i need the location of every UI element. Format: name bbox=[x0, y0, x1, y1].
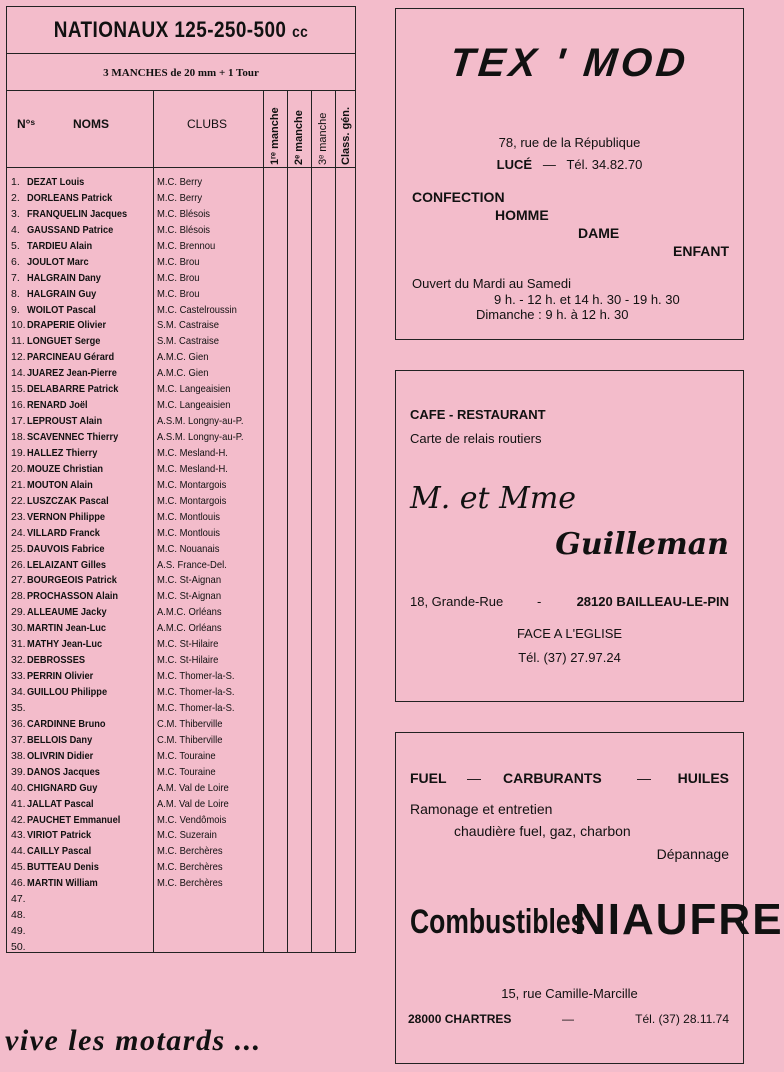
city: 28000 CHARTRES bbox=[408, 1012, 512, 1026]
dash: — bbox=[637, 770, 651, 786]
table-row bbox=[7, 318, 355, 334]
table-title bbox=[31, 17, 330, 43]
brand-logo: TEX ' MOD bbox=[447, 41, 692, 85]
row-name: LEPROUST Alain bbox=[27, 415, 103, 428]
dash: — bbox=[562, 1012, 574, 1026]
header-clubs: CLUBS bbox=[187, 117, 228, 131]
row-number: 33. bbox=[11, 670, 26, 683]
row-club: M.C. Mesland-H. bbox=[157, 462, 228, 475]
table-row bbox=[7, 255, 355, 271]
row-club: M.C. St-Aignan bbox=[157, 590, 222, 603]
row-club: S.M. Castraise bbox=[157, 335, 219, 348]
separator: - bbox=[537, 594, 542, 609]
row-club: M.C. Berry bbox=[157, 176, 203, 188]
row-name: DAUVOIS Fabrice bbox=[27, 542, 105, 555]
row-name: BOURGEOIS Patrick bbox=[27, 574, 117, 587]
table-row bbox=[7, 621, 355, 637]
row-club: M.C. Thomer-la-S. bbox=[157, 686, 235, 698]
row-club: M.C. Blésois bbox=[157, 223, 211, 236]
row-club: M.C. Nouanais bbox=[157, 542, 220, 555]
row-name: GUILLOU Philippe bbox=[27, 686, 108, 698]
row-name: VILLARD Franck bbox=[27, 526, 100, 539]
row-club: M.C. Berchères bbox=[157, 845, 223, 858]
city: LUCÉ bbox=[496, 157, 533, 172]
row-number: 30. bbox=[11, 622, 26, 635]
table-row bbox=[7, 860, 355, 876]
row-name: CHIGNARD Guy bbox=[27, 781, 98, 794]
row-name: LONGUET Serge bbox=[27, 335, 101, 348]
header-noms: NOMS bbox=[73, 117, 109, 131]
row-club: M.C. Touraine bbox=[157, 765, 216, 778]
table-row bbox=[7, 271, 355, 287]
table-row bbox=[7, 924, 355, 940]
row-club: M.C. Montargois bbox=[157, 494, 227, 507]
row-name: HALLEZ Thierry bbox=[27, 446, 98, 459]
row-name: DRAPERIE Olivier bbox=[27, 319, 107, 332]
row-club: M.C. Berchères bbox=[157, 877, 223, 890]
row-name: CAILLY Pascal bbox=[27, 845, 92, 858]
phone: Tél. 34.82.70 bbox=[566, 157, 643, 172]
table-row bbox=[7, 398, 355, 414]
phone: Tél. (37) 27.97.24 bbox=[518, 650, 621, 665]
row-club: M.C. Brennou bbox=[157, 239, 216, 252]
table-subtitle: 3 MANCHES de 20 mm + 1 Tour bbox=[103, 67, 259, 79]
header-manche-2: 2ᵉ manche bbox=[293, 110, 305, 165]
row-name: PERRIN Olivier bbox=[27, 670, 94, 683]
row-number: 10. bbox=[11, 319, 26, 332]
homme: HOMME bbox=[495, 207, 549, 223]
hours-days: Ouvert du Mardi au Samedi bbox=[412, 276, 571, 291]
row-name: BELLOIS Dany bbox=[27, 733, 93, 746]
rows-container bbox=[7, 175, 355, 956]
table-row bbox=[7, 653, 355, 669]
row-name: MOUTON Alain bbox=[27, 478, 93, 491]
table-row bbox=[7, 781, 355, 797]
row-number: 22. bbox=[11, 494, 26, 507]
row-name: LUSZCZAK Pascal bbox=[27, 494, 109, 507]
huiles: HUILES bbox=[677, 770, 729, 786]
city-phone bbox=[396, 157, 743, 172]
row-number: 25. bbox=[11, 542, 26, 555]
row-club: M.C. Brou bbox=[157, 271, 200, 284]
row-number: 24. bbox=[11, 526, 26, 539]
table-row bbox=[7, 334, 355, 350]
divider bbox=[7, 53, 355, 54]
table-row bbox=[7, 669, 355, 685]
fuel: FUEL bbox=[410, 770, 447, 786]
row-number: 21. bbox=[11, 478, 26, 491]
row-number: 19. bbox=[11, 446, 26, 459]
table-row bbox=[7, 510, 355, 526]
row-name: JOULOT Marc bbox=[27, 255, 89, 268]
table-row bbox=[7, 303, 355, 319]
row-number: 11. bbox=[11, 335, 25, 348]
row-club: M.C. Castelroussin bbox=[157, 303, 237, 316]
row-club: M.C. Langeaisien bbox=[157, 399, 231, 412]
row-name: VERNON Philippe bbox=[27, 510, 106, 523]
row-number: 28. bbox=[11, 590, 26, 603]
hours-times: 9 h. - 12 h. et 14 h. 30 - 19 h. 30 bbox=[494, 292, 680, 307]
row-name: PROCHASSON Alain bbox=[27, 590, 119, 603]
owners-line2: Guilleman bbox=[555, 527, 729, 562]
brand-combustibles: Combustibles bbox=[410, 903, 586, 941]
header-num: N°ˢ bbox=[17, 117, 35, 131]
row-number: 44. bbox=[11, 845, 26, 858]
row-number: 40. bbox=[11, 781, 26, 794]
row-number: 42. bbox=[11, 813, 26, 826]
dame: DAME bbox=[578, 225, 620, 241]
carburants: CARBURANTS bbox=[503, 770, 602, 786]
ad-niaufre bbox=[395, 732, 784, 1064]
row-name: RENARD Joël bbox=[27, 399, 88, 412]
row-number: 41. bbox=[11, 797, 26, 810]
table-row bbox=[7, 828, 355, 844]
row-club: M.C. Thomer-la-S. bbox=[157, 670, 235, 683]
row-club: M.C. St-Hilaire bbox=[157, 654, 219, 667]
divider bbox=[7, 167, 355, 168]
table-row bbox=[7, 573, 355, 589]
title-cc: cc bbox=[292, 24, 309, 41]
table-row bbox=[7, 717, 355, 733]
confection: CONFECTION bbox=[412, 189, 505, 205]
table-row bbox=[7, 462, 355, 478]
title-text: NATIONAUX 125-250-500 bbox=[53, 17, 287, 42]
city: 28120 BAILLEAU-LE-PIN bbox=[576, 594, 729, 609]
phone: Tél. (37) 28.11.74 bbox=[635, 1012, 729, 1026]
address: 15, rue Camille-Marcille bbox=[501, 986, 638, 1001]
row-number: 7. bbox=[11, 271, 20, 284]
table-row bbox=[7, 558, 355, 574]
row-number: 37. bbox=[11, 733, 26, 746]
row-name: JALLAT Pascal bbox=[27, 797, 94, 810]
row-name: DEZAT Louis bbox=[27, 176, 85, 188]
table-row bbox=[7, 605, 355, 621]
row-number: 43. bbox=[11, 829, 26, 842]
row-number: 2. bbox=[11, 191, 20, 204]
row-name: OLIVRIN Didier bbox=[27, 749, 94, 762]
row-club: M.C. Montargois bbox=[157, 478, 227, 491]
table-row bbox=[7, 797, 355, 813]
row-name: BUTTEAU Denis bbox=[27, 861, 99, 874]
row-name: DELABARRE Patrick bbox=[27, 383, 119, 396]
header-manche-1: 1ʳᵉ manche bbox=[269, 107, 281, 165]
table-row bbox=[7, 526, 355, 542]
cafe-title: CAFE - RESTAURANT bbox=[410, 407, 546, 422]
row-number: 36. bbox=[11, 717, 26, 730]
row-club: A.S. France-Del. bbox=[157, 558, 227, 571]
row-number: 47. bbox=[11, 893, 26, 906]
depannage: Dépannage bbox=[656, 846, 729, 862]
row-number: 20. bbox=[11, 462, 26, 475]
table-row bbox=[7, 813, 355, 829]
row-number: 31. bbox=[11, 638, 26, 651]
table-row bbox=[7, 542, 355, 558]
table-row bbox=[7, 637, 355, 653]
table-row bbox=[7, 892, 355, 908]
row-name: CARDINNE Bruno bbox=[27, 717, 106, 730]
header-classement: Class. gén. bbox=[340, 106, 352, 165]
row-club: A.M. Val de Loire bbox=[157, 797, 229, 810]
hours-sunday: Dimanche : 9 h. à 12 h. 30 bbox=[476, 307, 629, 322]
table-row bbox=[7, 685, 355, 701]
row-club: M.C. St-Aignan bbox=[157, 574, 222, 587]
table-row bbox=[7, 908, 355, 924]
row-club: M.C. Vendômois bbox=[157, 813, 227, 826]
enfant: ENFANT bbox=[673, 243, 729, 259]
row-number: 6. bbox=[11, 255, 20, 268]
row-number: 1. bbox=[11, 176, 20, 188]
row-number: 15. bbox=[11, 383, 26, 396]
row-number: 18. bbox=[11, 431, 26, 443]
row-club: M.C. Brou bbox=[157, 255, 200, 268]
row-club: S.M. Castraise bbox=[157, 319, 219, 332]
header-manche-3: 3ᵉ manche bbox=[317, 112, 329, 165]
table-row bbox=[7, 494, 355, 510]
table-row bbox=[7, 287, 355, 303]
row-name: MOUZE Christian bbox=[27, 462, 103, 475]
row-club: M.C. Montlouis bbox=[157, 510, 221, 523]
row-name: VIRIOT Patrick bbox=[27, 829, 92, 842]
row-club: C.M. Thiberville bbox=[157, 717, 223, 730]
table-row bbox=[7, 239, 355, 255]
row-name: TARDIEU Alain bbox=[27, 239, 93, 252]
row-name: PARCINEAU Gérard bbox=[27, 351, 115, 364]
row-club: M.C. St-Hilaire bbox=[157, 638, 219, 651]
row-club: A.M.C. Gien bbox=[157, 351, 209, 364]
row-number: 4. bbox=[11, 223, 20, 236]
row-club: M.C. Mesland-H. bbox=[157, 446, 228, 459]
row-name: HALGRAIN Guy bbox=[27, 287, 97, 300]
row-club: A.M.C. Orléans bbox=[157, 606, 222, 619]
cafe-subtitle: Carte de relais routiers bbox=[410, 431, 542, 446]
row-name: GAUSSAND Patrice bbox=[27, 223, 114, 236]
row-number: 38. bbox=[11, 749, 26, 762]
row-club: M.C. Suzerain bbox=[157, 829, 217, 842]
row-name: ALLEAUME Jacky bbox=[27, 606, 107, 619]
row-number: 27. bbox=[11, 574, 26, 587]
results-table bbox=[6, 6, 356, 953]
row-number: 32. bbox=[11, 654, 26, 667]
table-row bbox=[7, 765, 355, 781]
brand-niaufre: NIAUFRE bbox=[574, 895, 784, 944]
row-number: 16. bbox=[11, 399, 26, 412]
row-name: WOILOT Pascal bbox=[27, 303, 96, 316]
row-name: FRANQUELIN Jacques bbox=[27, 207, 128, 220]
row-number: 46. bbox=[11, 877, 26, 890]
row-name: MARTIN Jean-Luc bbox=[27, 622, 107, 635]
table-row bbox=[7, 749, 355, 765]
row-name: LELAIZANT Gilles bbox=[27, 558, 107, 571]
row-club: A.M. Val de Loire bbox=[157, 781, 229, 794]
row-number: 14. bbox=[11, 367, 26, 380]
divider bbox=[7, 90, 355, 91]
owners-line1: M. et Mme bbox=[410, 481, 577, 516]
dash: — bbox=[467, 770, 481, 786]
row-club: M.C. Montlouis bbox=[157, 526, 221, 539]
row-club: C.M. Thiberville bbox=[157, 733, 223, 746]
row-club: A.S.M. Longny-au-P. bbox=[157, 431, 244, 443]
row-number: 17. bbox=[11, 415, 26, 428]
table-row bbox=[7, 478, 355, 494]
row-name: DEBROSSES bbox=[27, 654, 86, 667]
ad-texmod bbox=[395, 8, 744, 340]
row-name: JUAREZ Jean-Pierre bbox=[27, 367, 117, 380]
row-number: 39. bbox=[11, 765, 26, 778]
row-number: 49. bbox=[11, 925, 26, 938]
table-row bbox=[7, 733, 355, 749]
row-number: 29. bbox=[11, 606, 26, 619]
row-name: DORLEANS Patrick bbox=[27, 191, 113, 204]
row-club: A.M.C. Gien bbox=[157, 367, 209, 380]
row-name: MARTIN William bbox=[27, 877, 98, 890]
row-club: M.C. Blésois bbox=[157, 207, 211, 220]
row-number: 12. bbox=[11, 351, 26, 364]
row-club: M.C. Langeaisien bbox=[157, 383, 231, 396]
table-row bbox=[7, 701, 355, 717]
row-club: M.C. Touraine bbox=[157, 749, 216, 762]
row-number: 50. bbox=[11, 941, 26, 953]
ramonage: Ramonage et entretien bbox=[410, 801, 553, 817]
row-name: SCAVENNEC Thierry bbox=[27, 431, 119, 443]
ad-cafe-restaurant bbox=[395, 370, 744, 702]
row-number: 3. bbox=[11, 207, 20, 220]
row-name: DANOS Jacques bbox=[27, 765, 100, 778]
table-row bbox=[7, 350, 355, 366]
table-row bbox=[7, 414, 355, 430]
dash: — bbox=[542, 157, 556, 172]
row-name: PAUCHET Emmanuel bbox=[27, 813, 121, 826]
table-row bbox=[7, 844, 355, 860]
table-row bbox=[7, 366, 355, 382]
row-club: M.C. Berchères bbox=[157, 861, 223, 874]
row-club: A.S.M. Longny-au-P. bbox=[157, 415, 244, 428]
row-name: HALGRAIN Dany bbox=[27, 271, 101, 284]
chaudiere: chaudière fuel, gaz, charbon bbox=[454, 823, 631, 839]
table-row bbox=[7, 430, 355, 446]
table-row bbox=[7, 876, 355, 892]
row-number: 34. bbox=[11, 686, 26, 698]
face-eglise: FACE A L'EGLISE bbox=[516, 626, 623, 641]
table-row bbox=[7, 589, 355, 605]
slogan: vive les motards ... bbox=[5, 1024, 262, 1057]
row-club: A.M.C. Orléans bbox=[157, 622, 222, 635]
row-number: 8. bbox=[11, 287, 20, 300]
row-number: 9. bbox=[11, 303, 20, 316]
table-row bbox=[7, 191, 355, 207]
row-number: 45. bbox=[11, 861, 26, 874]
row-number: 23. bbox=[11, 510, 26, 523]
row-number: 5. bbox=[11, 239, 20, 252]
table-row bbox=[7, 223, 355, 239]
row-name: MATHY Jean-Luc bbox=[27, 638, 103, 651]
row-club: M.C. Brou bbox=[157, 287, 200, 300]
row-club: M.C. Thomer-la-S. bbox=[157, 701, 235, 714]
table-row bbox=[7, 175, 355, 191]
address: 78, rue de la République bbox=[498, 135, 641, 150]
table-row bbox=[7, 207, 355, 223]
table-row bbox=[7, 446, 355, 462]
row-club: M.C. Berry bbox=[157, 191, 203, 204]
address: 18, Grande-Rue bbox=[410, 594, 504, 609]
row-number: 48. bbox=[11, 909, 26, 922]
row-number: 35. bbox=[11, 701, 26, 714]
table-row bbox=[7, 382, 355, 398]
row-number: 26. bbox=[11, 558, 26, 571]
table-row bbox=[7, 940, 355, 956]
